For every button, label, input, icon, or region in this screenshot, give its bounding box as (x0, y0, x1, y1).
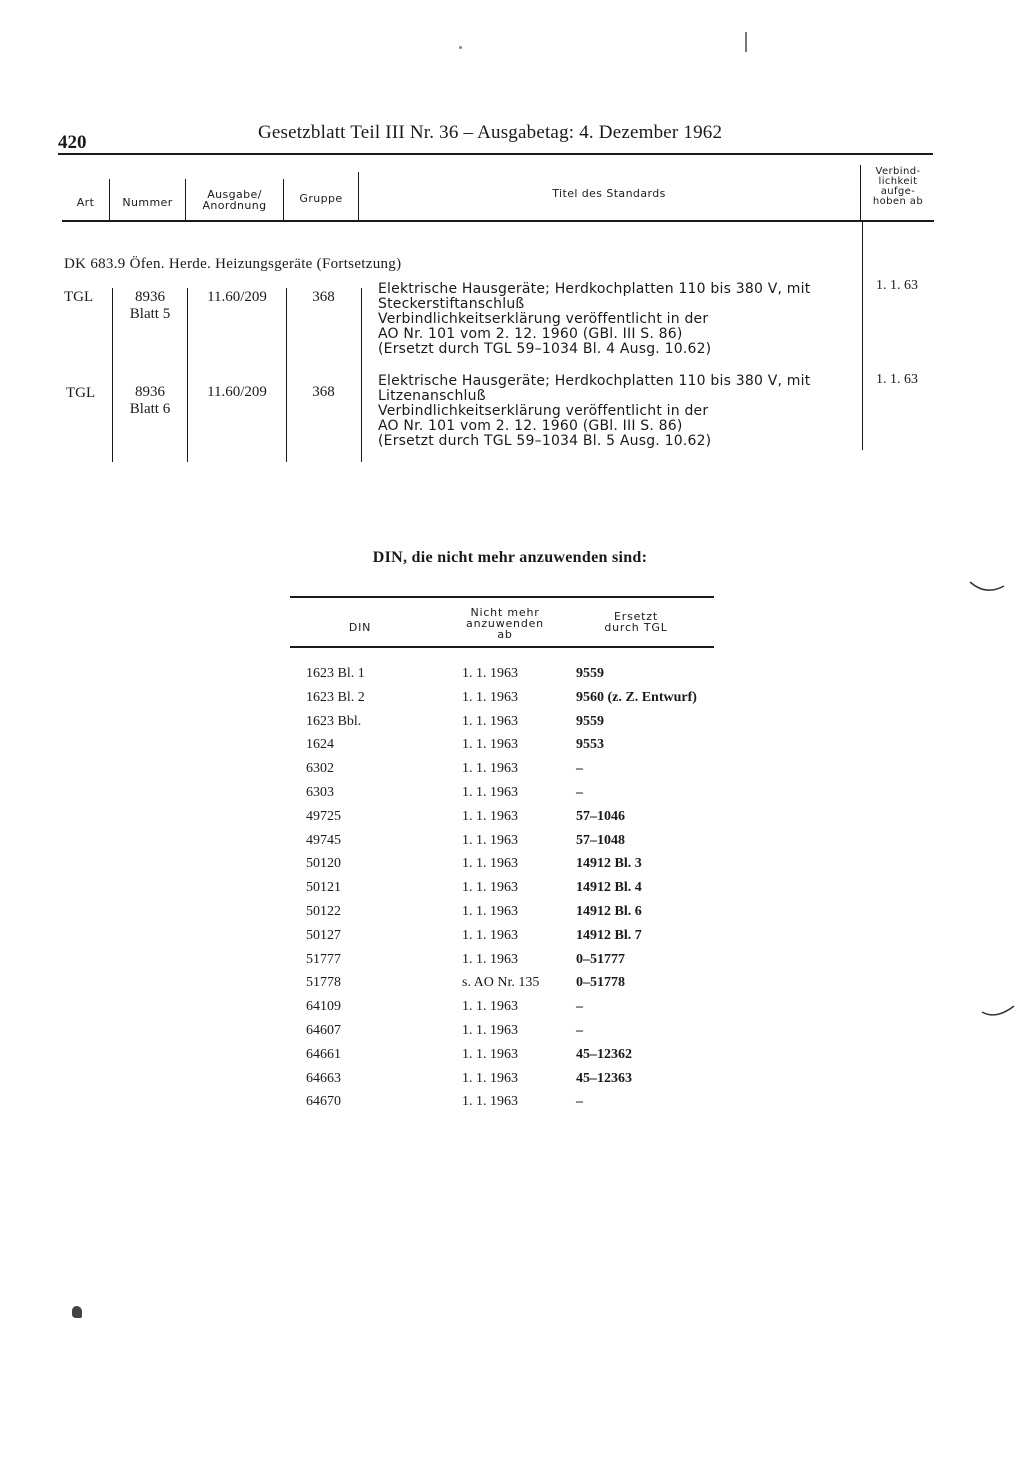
din-table-row (290, 1047, 720, 1071)
din-cell-ersetzt: 0–51777 (576, 951, 625, 967)
column-header-verbindlichkeit-line: Verbind- (875, 166, 921, 177)
din-cell-ab: 1. 1. 1963 (462, 1094, 518, 1110)
column-header-ausgabe (186, 189, 283, 211)
din-cell-din: 50120 (306, 856, 341, 872)
din-cell-ab: 1. 1. 1963 (462, 1070, 518, 1086)
din-table-row (290, 690, 720, 714)
column-header-verbindlichkeit-line: lichkeit (878, 176, 918, 187)
section-heading: DK 683.9 Öfen. Herde. Heizungsgeräte (Fortsetzung) (64, 256, 402, 272)
titel-line: Elektrische Hausgeräte; Herdkochplatten 110 bis 380 V, mit (378, 281, 811, 297)
din-table-row (290, 904, 720, 928)
column-header-art: Art (76, 196, 95, 209)
din-table-row (290, 666, 720, 690)
din-table-row (290, 761, 720, 785)
din-cell-din: 1624 (306, 737, 334, 753)
din-cell-ab: s. AO Nr. 135 (462, 975, 540, 991)
din-table-row (290, 856, 720, 880)
column-header-verbindlichkeit-line: aufge- (880, 186, 916, 197)
din-table-top-rule (290, 596, 714, 598)
din-cell-din: 1623 Bl. 2 (306, 689, 365, 705)
cell-ausgabe: 11.60/209 (207, 384, 267, 400)
din-column-header-line: durch TGL (604, 621, 668, 634)
column-header-verbindlichkeit-line: hoben ab (872, 196, 924, 207)
body-column-divider (862, 220, 863, 450)
din-column-header-ersetzt (586, 611, 686, 633)
din-cell-ab: 1. 1. 1963 (462, 951, 518, 967)
cell-blatt: Blatt 5 (129, 306, 171, 322)
din-cell-ab: 1. 1. 1963 (462, 999, 518, 1015)
din-cell-din: 6303 (306, 785, 334, 800)
din-cell-ersetzt: 9559 (576, 713, 604, 729)
cell-titel (378, 374, 858, 449)
din-cell-ab: 1. 1. 1963 (462, 666, 518, 681)
din-table-row (290, 1071, 720, 1095)
din-table-row (290, 1094, 720, 1118)
din-table-row (290, 833, 720, 857)
din-cell-ab: 1. 1. 1963 (462, 1046, 518, 1062)
din-cell-din: 1623 Bl. 1 (306, 666, 365, 681)
cell-gruppe: 368 (312, 384, 335, 400)
din-cell-ersetzt: 14912 Bl. 7 (576, 927, 642, 943)
din-cell-ab: 1. 1. 1963 (462, 856, 518, 872)
din-cell-ab: 1. 1. 1963 (462, 1023, 518, 1038)
titel-line: (Ersetzt durch TGL 59–1034 Bl. 5 Ausg. 10.62) (378, 433, 712, 449)
din-cell-din: 64670 (306, 1094, 341, 1110)
cell-nummer (112, 384, 188, 418)
din-cell-din: 50127 (306, 927, 341, 943)
table-header-bottom-rule (62, 220, 934, 222)
din-cell-din: 64661 (306, 1046, 341, 1062)
titel-line: Steckerstiftanschluß (378, 296, 525, 312)
header-rule (58, 153, 933, 155)
din-cell-ersetzt: – (576, 1094, 583, 1110)
din-table-row (290, 714, 720, 738)
din-table-row (290, 737, 720, 761)
din-column-header-line: Nicht mehr (470, 606, 540, 619)
din-cell-ersetzt: 9559 (576, 666, 604, 681)
scan-curve (968, 578, 1008, 598)
cell-verbindlichkeit: 1. 1. 63 (876, 372, 918, 387)
din-cell-din: 51777 (306, 951, 341, 967)
din-column-header-line: Ersetzt (614, 610, 658, 623)
din-cell-din: 6302 (306, 761, 334, 777)
body-column-divider (361, 288, 362, 462)
titel-line: Verbindlichkeitserklärung veröffentlicht in der (378, 311, 709, 327)
din-table-row (290, 999, 720, 1023)
din-cell-ab: 1. 1. 1963 (462, 761, 518, 777)
titel-line: Elektrische Hausgeräte; Herdkochplatten 110 bis 380 V, mit (378, 373, 811, 389)
cell-art: TGL (64, 289, 94, 305)
cell-nummer-value: 8936 (135, 384, 165, 400)
din-table-header-rule (290, 646, 714, 648)
din-cell-ersetzt: – (576, 1023, 583, 1038)
din-cell-ersetzt: 14912 Bl. 4 (576, 880, 642, 896)
running-title: Gesetzblatt Teil III Nr. 36 – Ausgabetag: 4. Dezember 1962 (258, 122, 723, 143)
din-cell-ersetzt: – (576, 999, 583, 1015)
body-column-divider (286, 288, 287, 462)
cell-nummer (112, 289, 188, 323)
din-cell-din: 51778 (306, 975, 341, 991)
din-cell-ab: 1. 1. 1963 (462, 737, 518, 753)
din-table-row (290, 928, 720, 952)
cell-nummer-value: 8936 (135, 289, 165, 305)
din-cell-ab: 1. 1. 1963 (462, 832, 518, 848)
din-column-header-din: DIN (348, 621, 372, 634)
scan-curve (980, 1000, 1020, 1024)
din-cell-ab: 1. 1. 1963 (462, 808, 518, 824)
din-cell-ersetzt: 45–12363 (576, 1070, 632, 1086)
cell-art: TGL (66, 385, 96, 401)
din-cell-ersetzt: – (576, 761, 583, 777)
din-table-row (290, 952, 720, 976)
din-cell-ersetzt: 57–1048 (576, 832, 625, 848)
scan-speck (459, 46, 462, 49)
din-cell-din: 64663 (306, 1070, 341, 1086)
din-table-row (290, 809, 720, 833)
cell-ausgabe: 11.60/209 (207, 289, 267, 305)
din-cell-ab: 1. 1. 1963 (462, 927, 518, 943)
titel-line: AO Nr. 101 vom 2. 12. 1960 (GBl. III S. 86) (378, 326, 683, 342)
din-cell-din: 64607 (306, 1023, 341, 1038)
din-cell-ersetzt: 9553 (576, 737, 604, 753)
din-cell-ab: 1. 1. 1963 (462, 880, 518, 896)
din-table-row (290, 880, 720, 904)
cell-blatt: Blatt 6 (129, 401, 171, 417)
din-cell-din: 1623 Bbl. (306, 713, 362, 729)
titel-line: Litzenanschluß (378, 388, 486, 404)
titel-line: AO Nr. 101 vom 2. 12. 1960 (GBl. III S. 86) (378, 418, 683, 434)
din-table-row (290, 1023, 720, 1047)
column-header-titel: Titel des Standards (552, 187, 666, 200)
din-cell-din: 50121 (306, 880, 341, 896)
din-cell-ersetzt: 0–51778 (576, 975, 625, 991)
din-cell-ab: 1. 1. 1963 (462, 713, 518, 729)
din-cell-ersetzt: 57–1046 (576, 808, 625, 824)
din-cell-din: 50122 (306, 904, 341, 919)
din-heading: DIN, die nicht mehr anzuwenden sind: (372, 549, 648, 566)
din-cell-ersetzt: 9560 (z. Z. Entwurf) (576, 689, 697, 705)
din-cell-ab: 1. 1. 1963 (462, 904, 518, 919)
din-cell-din: 49725 (306, 808, 341, 824)
din-column-header-line: anzuwenden (466, 617, 544, 630)
titel-line: Verbindlichkeitserklärung veröffentlicht in der (378, 403, 709, 419)
din-cell-ersetzt: 14912 Bl. 3 (576, 856, 642, 872)
column-header-verbindlichkeit (861, 167, 935, 207)
scan-speck (72, 1306, 82, 1318)
din-cell-ab: 1. 1. 1963 (462, 689, 518, 705)
din-table-row (290, 785, 720, 809)
din-cell-ersetzt: – (576, 785, 583, 800)
titel-line: (Ersetzt durch TGL 59–1034 Bl. 4 Ausg. 10.62) (378, 341, 712, 357)
din-cell-ersetzt: 14912 Bl. 6 (576, 904, 642, 919)
din-column-header-line: ab (497, 628, 513, 641)
din-column-header-nicht-mehr (440, 607, 570, 640)
din-cell-din: 49745 (306, 832, 341, 848)
cell-verbindlichkeit: 1. 1. 63 (876, 278, 918, 293)
column-header-ausgabe-line: Anordnung (202, 199, 267, 212)
scan-speck (745, 32, 747, 52)
column-header-ausgabe-line: Ausgabe/ (207, 188, 262, 201)
din-cell-din: 64109 (306, 999, 341, 1015)
cell-titel (378, 282, 858, 357)
column-header-nummer: Nummer (122, 196, 173, 209)
cell-gruppe: 368 (312, 289, 335, 305)
din-table-row (290, 975, 720, 999)
page-number: 420 (58, 132, 87, 153)
column-header-gruppe: Gruppe (299, 192, 343, 205)
din-cell-ab: 1. 1. 1963 (462, 785, 518, 800)
din-cell-ersetzt: 45–12362 (576, 1046, 632, 1062)
